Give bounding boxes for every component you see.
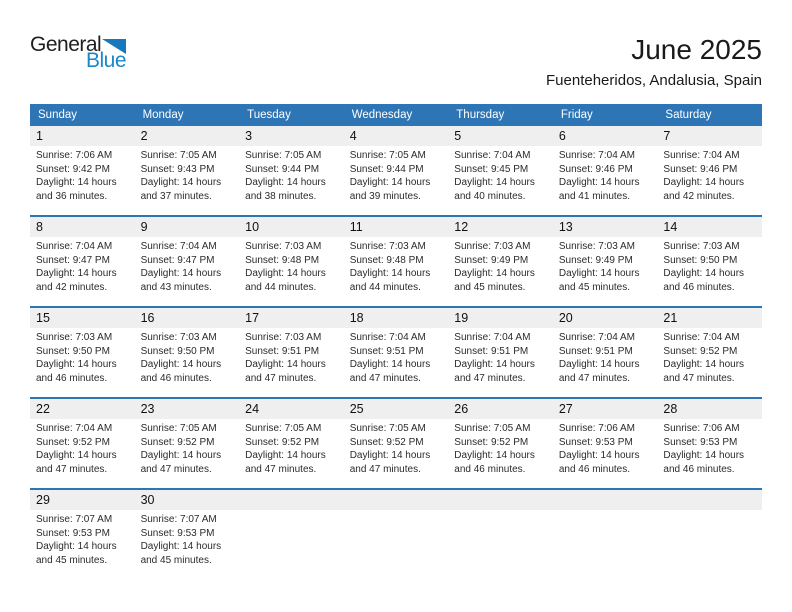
day-cell xyxy=(657,217,762,306)
weekday-label-tuesday: Tuesday xyxy=(247,109,291,121)
day-number: 4 xyxy=(344,126,449,146)
sunrise-text: Sunrise: 7:03 AM xyxy=(245,332,322,343)
sunrise-text: Sunrise: 7:07 AM xyxy=(36,514,113,525)
daylight-text-2: and 40 minutes. xyxy=(454,190,526,202)
sunrise-text: Sunrise: 7:03 AM xyxy=(140,332,217,343)
sunrise-text: Sunrise: 7:04 AM xyxy=(558,332,635,343)
sunrise-text: Sunrise: 7:05 AM xyxy=(140,150,217,161)
daylight-text-2: and 45 minutes. xyxy=(140,554,212,566)
empty-day-cell xyxy=(657,490,762,579)
daylight-text-2: and 46 minutes. xyxy=(663,463,735,475)
daylight-text: Daylight: 14 hours xyxy=(349,177,431,188)
week-row-2 xyxy=(30,215,762,306)
day-cell xyxy=(135,308,240,397)
day-cell xyxy=(30,399,135,488)
day-number: 19 xyxy=(448,308,553,328)
sunset-text: Sunset: 9:51 PM xyxy=(245,345,320,357)
day-cell xyxy=(135,399,240,488)
day-details xyxy=(239,237,344,306)
day-cell xyxy=(135,126,240,215)
sunset-text: Sunset: 9:47 PM xyxy=(36,254,110,266)
sunrise-text: Sunrise: 7:04 AM xyxy=(36,241,113,252)
day-details xyxy=(135,328,240,397)
day-details xyxy=(657,237,762,306)
day-cell xyxy=(239,308,344,397)
daylight-text: Daylight: 14 hours xyxy=(245,359,326,370)
day-cell xyxy=(30,490,135,579)
day-details xyxy=(135,146,240,215)
day-cell xyxy=(239,399,344,488)
day-details xyxy=(657,146,762,215)
sunset-text: Sunset: 9:52 PM xyxy=(245,436,320,448)
day-details xyxy=(553,146,658,215)
sunrise-text: Sunrise: 7:04 AM xyxy=(454,332,531,343)
sunset-text: Sunset: 9:51 PM xyxy=(349,345,424,357)
sunrise-text: Sunrise: 7:06 AM xyxy=(558,423,635,434)
sunset-text: Sunset: 9:52 PM xyxy=(349,436,424,448)
daylight-text: Daylight: 14 hours xyxy=(558,268,640,279)
day-details xyxy=(553,237,658,306)
day-number: 12 xyxy=(448,217,553,237)
day-details xyxy=(239,419,344,488)
daylight-text-2: and 47 minutes. xyxy=(663,372,735,384)
day-cell xyxy=(30,126,135,215)
day-number: 29 xyxy=(30,490,135,510)
weekday-label-saturday: Saturday xyxy=(665,109,712,121)
sunset-text: Sunset: 9:48 PM xyxy=(245,254,320,266)
sunrise-text: Sunrise: 7:04 AM xyxy=(454,150,531,161)
day-details xyxy=(448,510,553,525)
day-number: 20 xyxy=(553,308,658,328)
day-number: 3 xyxy=(239,126,344,146)
weekday-header xyxy=(30,104,762,126)
daylight-text: Daylight: 14 hours xyxy=(36,450,117,461)
sunset-text: Sunset: 9:44 PM xyxy=(349,163,424,175)
daylight-text: Daylight: 14 hours xyxy=(454,268,535,279)
sunset-text: Sunset: 9:46 PM xyxy=(558,163,633,175)
week-row-5 xyxy=(30,488,762,579)
sunset-text: Sunset: 9:53 PM xyxy=(558,436,633,448)
daylight-text-2: and 47 minutes. xyxy=(349,463,421,475)
sunset-text: Sunset: 9:50 PM xyxy=(140,345,215,357)
logo-text-blue: Blue xyxy=(86,49,127,72)
day-details xyxy=(239,510,344,525)
sunrise-text: Sunrise: 7:07 AM xyxy=(140,514,217,525)
sunrise-text: Sunrise: 7:03 AM xyxy=(454,241,531,252)
day-details xyxy=(30,237,135,306)
daylight-text: Daylight: 14 hours xyxy=(558,359,640,370)
daylight-text: Daylight: 14 hours xyxy=(245,177,326,188)
sunset-text: Sunset: 9:45 PM xyxy=(454,163,529,175)
sunrise-text: Sunrise: 7:03 AM xyxy=(663,241,740,252)
day-cell xyxy=(135,490,240,579)
daylight-text: Daylight: 14 hours xyxy=(558,450,640,461)
day-details xyxy=(30,146,135,215)
day-number: 23 xyxy=(135,399,240,419)
sunrise-text: Sunrise: 7:04 AM xyxy=(558,150,635,161)
empty-day-cell xyxy=(239,490,344,579)
day-number: 30 xyxy=(135,490,240,510)
daylight-text: Daylight: 14 hours xyxy=(454,450,535,461)
weekday-label-thursday: Thursday xyxy=(456,109,505,121)
daylight-text-2: and 46 minutes. xyxy=(663,281,735,293)
day-details xyxy=(135,419,240,488)
sunset-text: Sunset: 9:50 PM xyxy=(663,254,738,266)
week-row-3 xyxy=(30,306,762,397)
sunrise-text: Sunrise: 7:05 AM xyxy=(349,150,426,161)
day-cell xyxy=(239,126,344,215)
daylight-text-2: and 45 minutes. xyxy=(36,554,108,566)
day-details xyxy=(344,146,449,215)
sunrise-text: Sunrise: 7:04 AM xyxy=(663,332,740,343)
daylight-text: Daylight: 14 hours xyxy=(36,541,117,552)
sunset-text: Sunset: 9:49 PM xyxy=(558,254,633,266)
sunrise-text: Sunrise: 7:03 AM xyxy=(245,241,322,252)
daylight-text: Daylight: 14 hours xyxy=(245,450,326,461)
daylight-text: Daylight: 14 hours xyxy=(454,359,535,370)
week-row-4 xyxy=(30,397,762,488)
day-cell xyxy=(657,126,762,215)
sunset-text: Sunset: 9:53 PM xyxy=(140,527,215,539)
day-cell xyxy=(553,399,658,488)
daylight-text: Daylight: 14 hours xyxy=(663,359,745,370)
day-cell xyxy=(344,217,449,306)
empty-day-cell xyxy=(344,490,449,579)
sunset-text: Sunset: 9:49 PM xyxy=(454,254,529,266)
weekday-label-monday: Monday xyxy=(142,109,184,121)
day-number: 17 xyxy=(239,308,344,328)
day-cell xyxy=(448,217,553,306)
day-cell xyxy=(553,126,658,215)
day-details xyxy=(135,510,240,579)
day-cell xyxy=(344,126,449,215)
daylight-text: Daylight: 14 hours xyxy=(454,177,535,188)
sunrise-text: Sunrise: 7:04 AM xyxy=(663,150,740,161)
sunset-text: Sunset: 9:53 PM xyxy=(663,436,738,448)
day-number: 9 xyxy=(135,217,240,237)
day-number: 10 xyxy=(239,217,344,237)
daylight-text-2: and 47 minutes. xyxy=(245,463,317,475)
daylight-text-2: and 44 minutes. xyxy=(349,281,421,293)
day-number: 5 xyxy=(448,126,553,146)
daylight-text: Daylight: 14 hours xyxy=(349,359,431,370)
sunrise-text: Sunrise: 7:05 AM xyxy=(245,423,322,434)
day-cell xyxy=(448,126,553,215)
day-cell xyxy=(657,399,762,488)
daylight-text: Daylight: 14 hours xyxy=(140,541,222,552)
day-details xyxy=(657,328,762,397)
day-details xyxy=(135,237,240,306)
day-cell xyxy=(553,217,658,306)
daylight-text-2: and 47 minutes. xyxy=(36,463,108,475)
day-details xyxy=(553,419,658,488)
daylight-text: Daylight: 14 hours xyxy=(663,268,745,279)
day-number xyxy=(448,490,553,510)
daylight-text-2: and 45 minutes. xyxy=(454,281,526,293)
day-details xyxy=(344,419,449,488)
sunset-text: Sunset: 9:52 PM xyxy=(663,345,738,357)
daylight-text-2: and 39 minutes. xyxy=(349,190,421,202)
day-number: 22 xyxy=(30,399,135,419)
day-cell xyxy=(30,217,135,306)
daylight-text-2: and 41 minutes. xyxy=(558,190,631,202)
daylight-text: Daylight: 14 hours xyxy=(36,177,117,188)
day-number: 8 xyxy=(30,217,135,237)
sunset-text: Sunset: 9:52 PM xyxy=(36,436,110,448)
sunrise-text: Sunrise: 7:05 AM xyxy=(245,150,322,161)
page-title: June 2025 xyxy=(631,34,762,65)
day-details xyxy=(30,328,135,397)
day-cell xyxy=(344,399,449,488)
sunset-text: Sunset: 9:52 PM xyxy=(140,436,215,448)
empty-day-cell xyxy=(553,490,658,579)
daylight-text: Daylight: 14 hours xyxy=(349,450,431,461)
sunrise-text: Sunrise: 7:05 AM xyxy=(454,423,531,434)
day-number: 6 xyxy=(553,126,658,146)
day-number: 18 xyxy=(344,308,449,328)
weekday-label-sunday: Sunday xyxy=(38,109,78,121)
daylight-text: Daylight: 14 hours xyxy=(558,177,640,188)
daylight-text: Daylight: 14 hours xyxy=(140,177,222,188)
day-details xyxy=(344,328,449,397)
day-cell xyxy=(135,217,240,306)
day-number: 21 xyxy=(657,308,762,328)
daylight-text-2: and 47 minutes. xyxy=(349,372,421,384)
logo-text-general: General xyxy=(30,33,102,56)
daylight-text-2: and 36 minutes. xyxy=(36,190,108,202)
day-number: 26 xyxy=(448,399,553,419)
daylight-text: Daylight: 14 hours xyxy=(663,177,745,188)
day-number: 13 xyxy=(553,217,658,237)
day-details xyxy=(344,237,449,306)
weekday-label-friday: Friday xyxy=(560,109,593,121)
sunset-text: Sunset: 9:53 PM xyxy=(36,527,110,539)
daylight-text-2: and 46 minutes. xyxy=(140,372,212,384)
day-details xyxy=(553,510,658,525)
sunset-text: Sunset: 9:51 PM xyxy=(454,345,529,357)
weekday-label-wednesday: Wednesday xyxy=(351,109,413,121)
daylight-text-2: and 46 minutes. xyxy=(454,463,526,475)
sunrise-text: Sunrise: 7:06 AM xyxy=(36,150,113,161)
week-row-1 xyxy=(30,126,762,215)
day-cell xyxy=(448,399,553,488)
sunset-text: Sunset: 9:46 PM xyxy=(663,163,738,175)
day-number: 16 xyxy=(135,308,240,328)
daylight-text-2: and 43 minutes. xyxy=(140,281,212,293)
general-blue-logo xyxy=(30,34,126,71)
daylight-text-2: and 37 minutes. xyxy=(140,190,212,202)
day-details xyxy=(553,328,658,397)
daylight-text: Daylight: 14 hours xyxy=(663,450,745,461)
calendar-table xyxy=(30,104,762,579)
daylight-text-2: and 46 minutes. xyxy=(558,463,631,475)
sunrise-text: Sunrise: 7:04 AM xyxy=(349,332,426,343)
daylight-text-2: and 47 minutes. xyxy=(454,372,526,384)
day-details xyxy=(657,510,762,525)
day-number: 1 xyxy=(30,126,135,146)
day-cell xyxy=(448,308,553,397)
sunset-text: Sunset: 9:44 PM xyxy=(245,163,320,175)
day-cell xyxy=(553,308,658,397)
day-details xyxy=(448,237,553,306)
sunset-text: Sunset: 9:50 PM xyxy=(36,345,110,357)
daylight-text-2: and 47 minutes. xyxy=(140,463,212,475)
daylight-text: Daylight: 14 hours xyxy=(245,268,326,279)
daylight-text-2: and 38 minutes. xyxy=(245,190,317,202)
title-block xyxy=(546,34,762,89)
location-subtitle: Fuenteheridos, Andalusia, Spain xyxy=(546,72,762,90)
day-number: 25 xyxy=(344,399,449,419)
daylight-text: Daylight: 14 hours xyxy=(36,268,117,279)
day-details xyxy=(448,328,553,397)
daylight-text: Daylight: 14 hours xyxy=(36,359,117,370)
sunrise-text: Sunrise: 7:03 AM xyxy=(349,241,426,252)
day-details xyxy=(448,419,553,488)
day-number: 11 xyxy=(344,217,449,237)
sunrise-text: Sunrise: 7:03 AM xyxy=(36,332,113,343)
sunrise-text: Sunrise: 7:06 AM xyxy=(663,423,740,434)
daylight-text-2: and 42 minutes. xyxy=(663,190,735,202)
day-details xyxy=(344,510,449,525)
day-number xyxy=(657,490,762,510)
day-cell xyxy=(344,308,449,397)
daylight-text-2: and 44 minutes. xyxy=(245,281,317,293)
day-number: 27 xyxy=(553,399,658,419)
day-details xyxy=(30,419,135,488)
day-number xyxy=(239,490,344,510)
daylight-text-2: and 42 minutes. xyxy=(36,281,108,293)
day-details xyxy=(239,146,344,215)
day-number: 2 xyxy=(135,126,240,146)
daylight-text-2: and 46 minutes. xyxy=(36,372,108,384)
sunset-text: Sunset: 9:52 PM xyxy=(454,436,529,448)
day-cell xyxy=(239,217,344,306)
day-number xyxy=(344,490,449,510)
day-details xyxy=(30,510,135,579)
daylight-text: Daylight: 14 hours xyxy=(140,268,222,279)
sunset-text: Sunset: 9:51 PM xyxy=(558,345,633,357)
day-number: 15 xyxy=(30,308,135,328)
sunrise-text: Sunrise: 7:05 AM xyxy=(140,423,217,434)
sunrise-text: Sunrise: 7:03 AM xyxy=(558,241,635,252)
day-details xyxy=(239,328,344,397)
sunrise-text: Sunrise: 7:04 AM xyxy=(36,423,113,434)
sunrise-text: Sunrise: 7:05 AM xyxy=(349,423,426,434)
daylight-text: Daylight: 14 hours xyxy=(140,359,222,370)
day-number: 7 xyxy=(657,126,762,146)
day-number: 24 xyxy=(239,399,344,419)
day-number xyxy=(553,490,658,510)
daylight-text: Daylight: 14 hours xyxy=(140,450,222,461)
daylight-text-2: and 47 minutes. xyxy=(558,372,631,384)
sunset-text: Sunset: 9:47 PM xyxy=(140,254,215,266)
daylight-text: Daylight: 14 hours xyxy=(349,268,431,279)
sunrise-text: Sunrise: 7:04 AM xyxy=(140,241,217,252)
day-cell xyxy=(30,308,135,397)
empty-day-cell xyxy=(448,490,553,579)
sunset-text: Sunset: 9:48 PM xyxy=(349,254,424,266)
daylight-text-2: and 45 minutes. xyxy=(558,281,631,293)
sunset-text: Sunset: 9:42 PM xyxy=(36,163,110,175)
day-details xyxy=(657,419,762,488)
page-header xyxy=(30,34,762,89)
daylight-text-2: and 47 minutes. xyxy=(245,372,317,384)
day-number: 14 xyxy=(657,217,762,237)
sunset-text: Sunset: 9:43 PM xyxy=(140,163,215,175)
day-details xyxy=(448,146,553,215)
day-number: 28 xyxy=(657,399,762,419)
day-cell xyxy=(657,308,762,397)
